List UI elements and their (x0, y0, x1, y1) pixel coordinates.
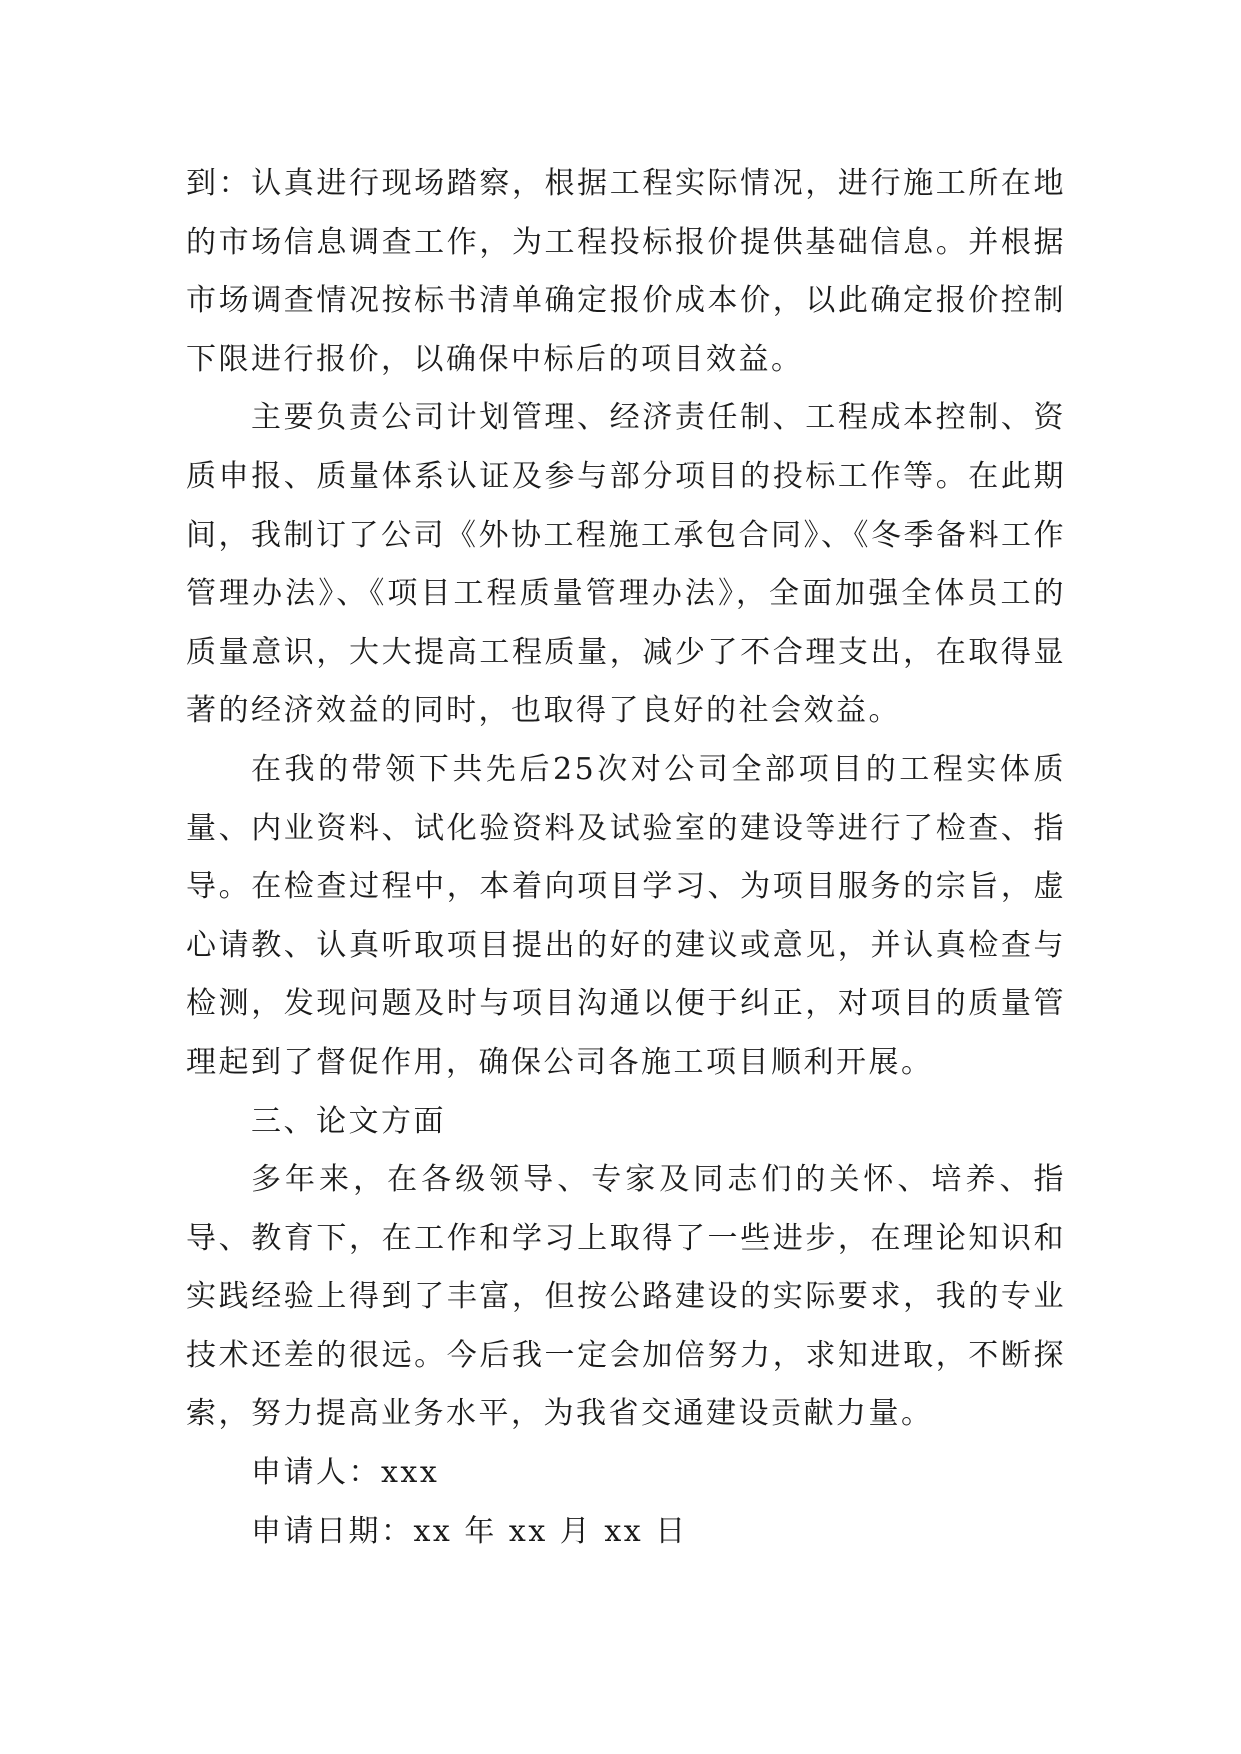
paragraph-management-duties: 主要负责公司计划管理、经济责任制、工程成本控制、资质申报、质量体系认证及参与部分项目的投标工作等。在此期间，我制订了公司《外协工程施工承包合同》、《冬季备料工作管理办法》、《项目工程质量管理办法》，全面加强全体员工的质量意识，大大提高工程质量，减少了不合理支出，在取得显著的经济效益的同时，也取得了良好的社会效益。 (186, 400, 1066, 729)
document-body (186, 155, 1066, 1561)
paragraph-conclusion: 多年来，在各级领导、专家及同志们的关怀、培养、指导、教育下，在工作和学习上取得了一些进步，在理论知识和实践经验上得到了丰富，但按公路建设的实际要求，我的专业技术还差的很远。今后我一定会加倍努力，求知进取，不断探索，努力提高业务水平，为我省交通建设贡献力量。 (186, 1162, 1066, 1432)
applicant-signature: 申请人：xxx (251, 1455, 440, 1491)
section-heading-papers: 三、论文方面 (251, 1103, 446, 1139)
paragraph-bidding-preparation: 到：认真进行现场踏察，根据工程实际情况，进行施工所在地的市场信息调查工作，为工程投标报价提供基础信息。并根据市场调查情况按标书清单确定报价成本价，以此确定报价控制下限进行报价，以确保中标后的项目效益。 (186, 166, 1066, 377)
paragraph-quality-inspection: 在我的带领下共先后25次对公司全部项目的工程实体质量、内业资料、试化验资料及试验室的建设等进行了检查、指导。在检查过程中，本着向项目学习、为项目服务的宗旨，虚心请教、认真听取项目提出的好的建议或意见，并认真检查与检测，发现问题及时与项目沟通以便于纠正，对项目的质量管理起到了督促作用，确保公司各施工项目顺利开展。 (186, 751, 1066, 1080)
application-date: 申请日期：xx 年 xx 月 xx 日 (251, 1513, 688, 1549)
